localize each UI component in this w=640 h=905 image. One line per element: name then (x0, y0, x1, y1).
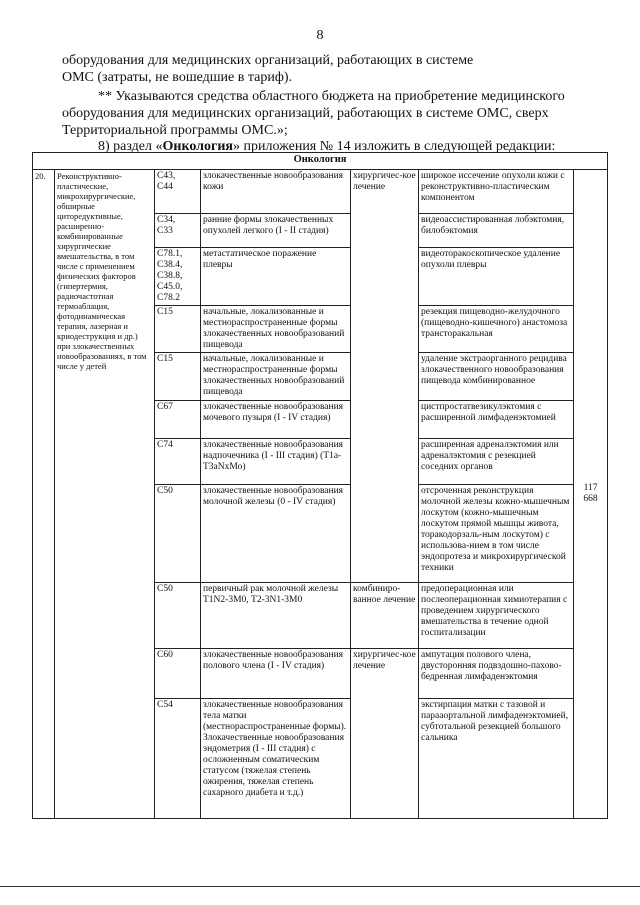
icd-codes: С54 (155, 699, 201, 819)
treatment-method: резекция пищеводно-желудочного (пищеводно-кишечного) анастомоза трансторакальная (419, 306, 574, 353)
section-title: Онкология (33, 153, 608, 170)
treatment-method: видеоассистированная лобэктомия, билобэктомия (419, 214, 574, 248)
group-name: Реконструктивно-пластические, микрохирургические, обширные циторедуктивные, расширенно-комбинированные хирургические вмешательства, в том числе с применением физических факторов (гипертермия, радиочастотная термоаблация, фотодинамическая терапия, лазерная и криодеструкция и др.) при злокачественных новообразованиях, в том числе у детей (55, 170, 155, 819)
diagnosis: первичный рак молочной железы Т1N2-3М0, Т2-3N1-3М0 (201, 583, 351, 649)
icd-codes: С50 (155, 485, 201, 583)
icd-codes: С15 (155, 306, 201, 353)
treatment-method: предоперационная или послеоперационная химиотерапия с проведением хирургического вмешательства в течение одной госпитализации (419, 583, 574, 649)
treatment-method: экстирпация матки с тазовой и парааортальной лимфаденэктомией, субтотальной резекцией большого сальника (419, 699, 574, 819)
bottom-rule (0, 886, 640, 887)
icd-codes: С67 (155, 401, 201, 439)
icd-codes: С60 (155, 649, 201, 699)
body-line-2: ОМС (затраты, не вошедшие в тариф). (62, 70, 293, 85)
icd-codes: С74 (155, 439, 201, 485)
icd-codes: С43, С44 (155, 170, 201, 214)
diagnosis: метастатическое поражение плевры (201, 248, 351, 306)
icd-codes: С50 (155, 583, 201, 649)
treatment-type: комбиниро-ванное лечение (351, 583, 419, 649)
diagnosis: злокачественные новообразования надпочечника (I - III стадия) (Т1а-Т3аNхМо) (201, 439, 351, 485)
treatment-method: отсроченная реконструкция молочной железы кожно-мышечным лоскутом (кожно-мышечным лоскутом прямой мышцы живота, торакодорзаль-ным лоскутом) с использова-нием в том числе эндопротеза и микрохирургической техники (419, 485, 574, 583)
treatment-method: широкое иссечение опухоли кожи с реконструктивно-пластическим компонентом (419, 170, 574, 214)
row-number: 20. (33, 170, 55, 819)
oncology-table (32, 152, 608, 819)
page-number: 8 (316, 28, 324, 43)
diagnosis: злокачественные новообразования кожи (201, 170, 351, 214)
treatment-method: удаление экстраорганного рецидива злокачественного новообразования пищевода комбинированное (419, 353, 574, 401)
diagnosis: ранние формы злокачественных опухолей легкого (I - II стадия) (201, 214, 351, 248)
diagnosis: начальные, локализованные и местнораспространенные формы злокачественных новообразований пищевода (201, 353, 351, 401)
treatment-method: видеоторакоскопическое удаление опухоли плевры (419, 248, 574, 306)
icd-codes: С34, С33 (155, 214, 201, 248)
diagnosis: злокачественные новообразования тела матки (местнораспространенные формы). Злокачественные новообразования эндометрия (I - III стадия) с осложненным соматическим статусом (тяжелая степень ожирения, тяжелая степень сахарного диабета и т.д.) (201, 699, 351, 819)
line6-suffix: » приложения № 14 изложить в следующей редакции: (233, 139, 556, 154)
body-line-1: оборудования для медицинских организаций, работающих в системе (62, 53, 474, 68)
diagnosis: начальные, локализованные и местнораспространенные формы злокачественных новообразований пищевода (201, 306, 351, 353)
treatment-method: цистпростатвезикулэктомия с расширенной лимфаденэктомией (419, 401, 574, 439)
diagnosis: злокачественные новообразования полового члена (I - IV стадия) (201, 649, 351, 699)
treatment-type: хирургичес-кое лечение (351, 649, 419, 819)
body-line-4: оборудования для медицинских организаций, работающих в системе ОМС, сверх (62, 106, 549, 121)
line6-prefix: 8) раздел « (98, 139, 163, 154)
icd-codes: С15 (155, 353, 201, 401)
icd-codes: С78.1, С38.4, С38.8, С45.0, С78.2 (155, 248, 201, 306)
line6-bold: Онкология (162, 139, 233, 154)
treatment-method: ампутация полового члена, двусторонняя подвздошно-пахово-бедренная лимфаденэктомия (419, 649, 574, 699)
body-line-5: Территориальной программы ОМС.»; (62, 123, 288, 138)
table-row (33, 170, 608, 214)
cost-norm: 117 668 (574, 170, 608, 819)
treatment-type: хирургичес-кое лечение (351, 170, 419, 583)
diagnosis: злокачественные новообразования молочной железы (0 - IV стадия) (201, 485, 351, 583)
body-line-3: ** Указываются средства областного бюджета на приобретение медицинского (98, 89, 565, 104)
treatment-method: расширенная адреналэктомия или адреналэктомия с резекцией соседних органов (419, 439, 574, 485)
diagnosis: злокачественные новообразования мочевого пузыря (I - IV стадия) (201, 401, 351, 439)
